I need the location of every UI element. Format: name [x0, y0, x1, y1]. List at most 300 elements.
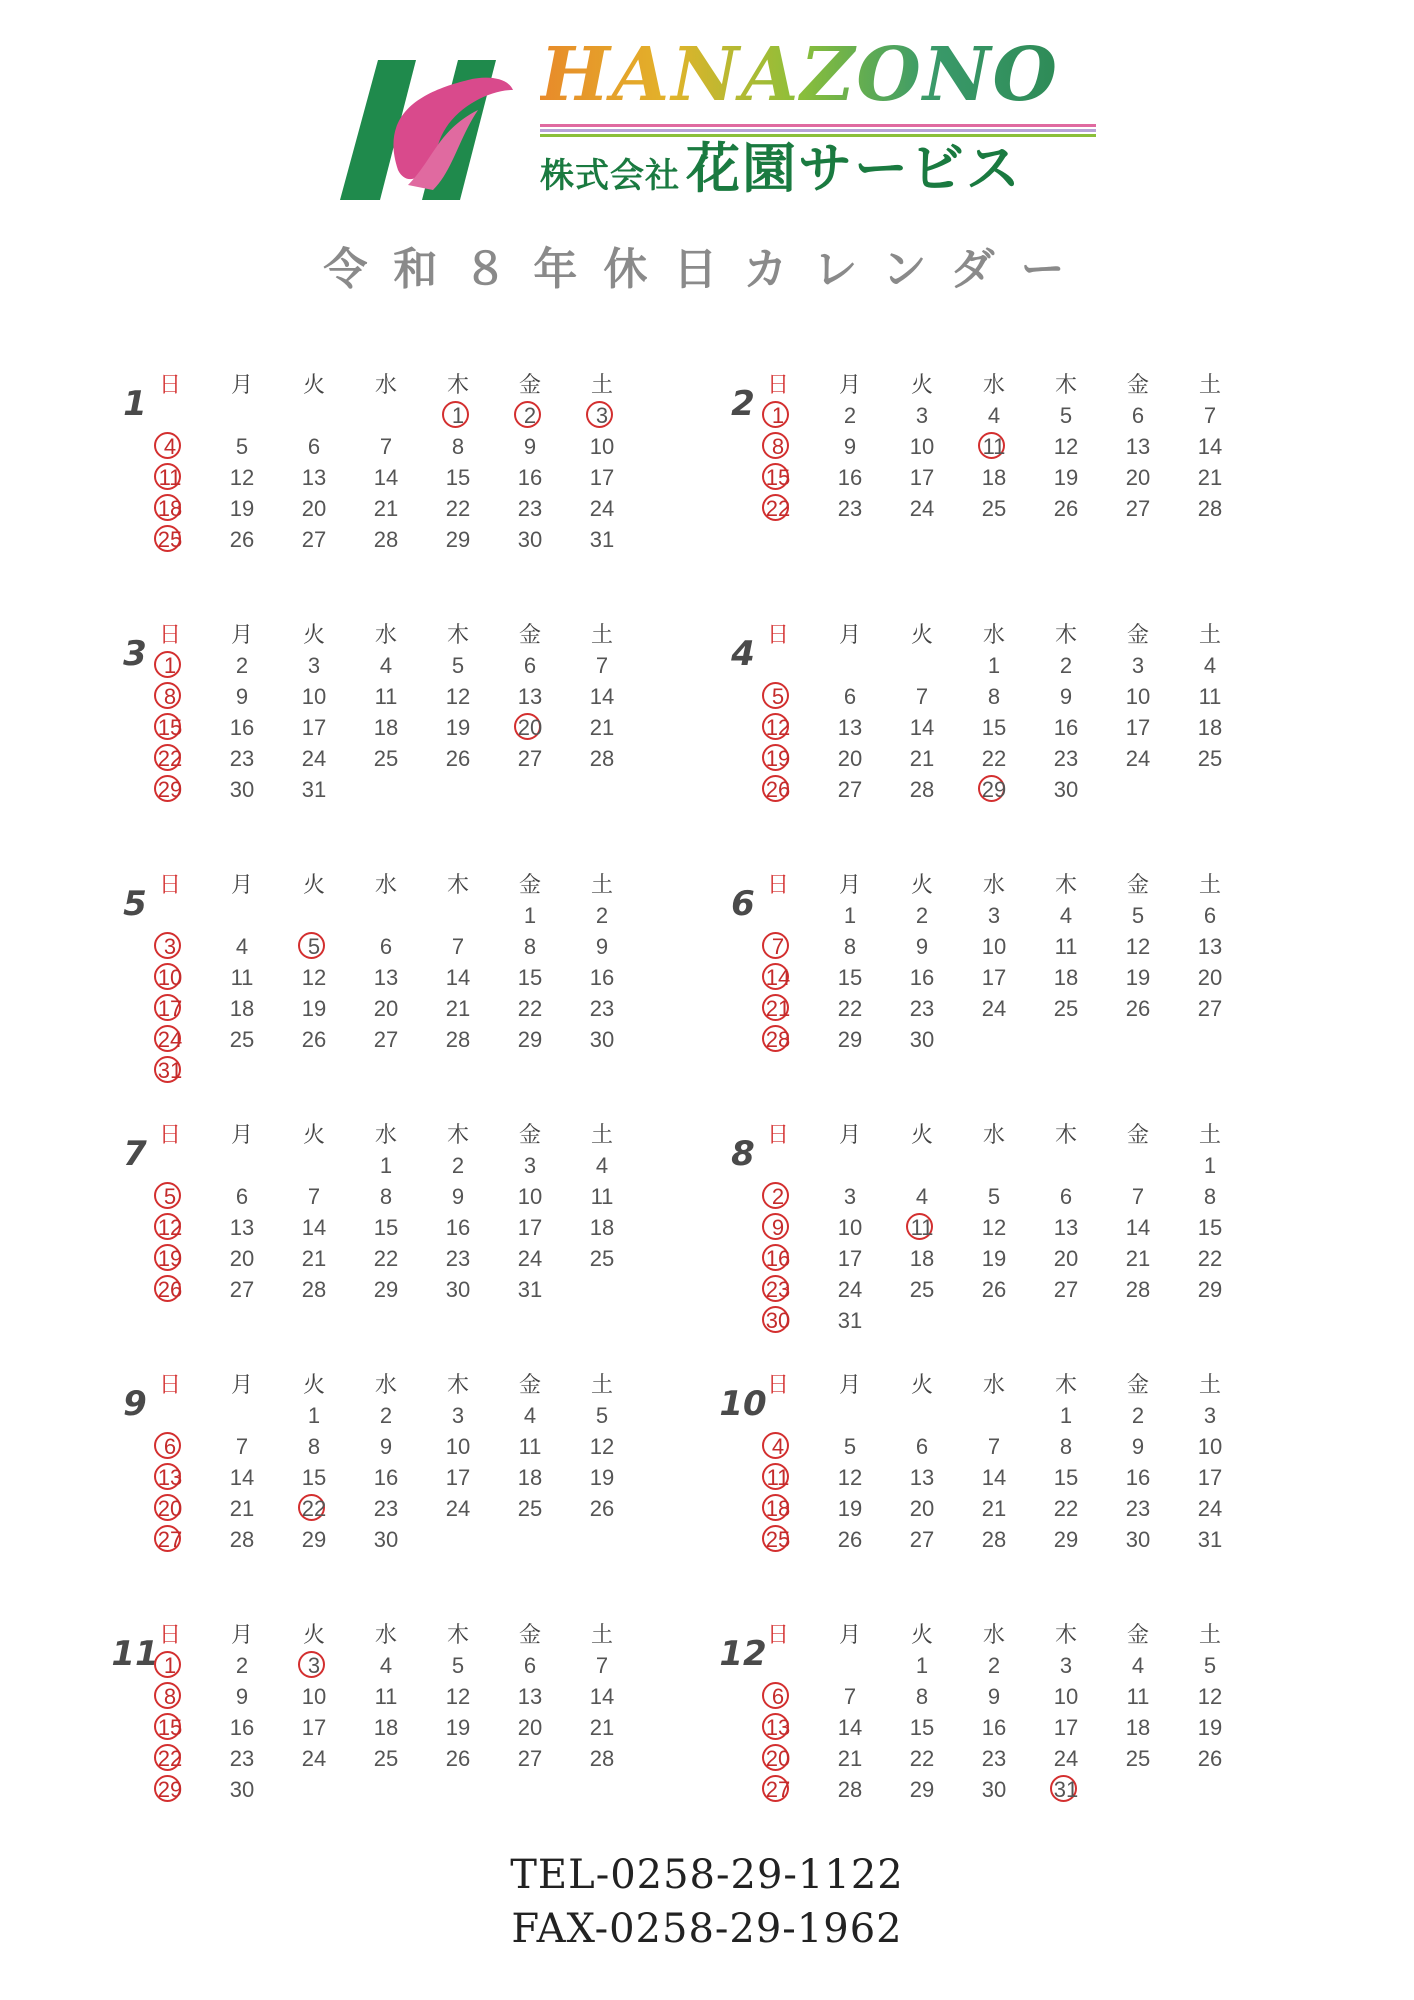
- holiday-date: 23: [758, 1275, 798, 1305]
- holiday-date: 3: [150, 932, 190, 962]
- holiday-date: 8: [758, 432, 798, 462]
- holiday-date: 8: [150, 1682, 190, 1712]
- weekday-header: 火: [302, 1122, 325, 1147]
- holiday-date: 20: [510, 713, 550, 743]
- holiday-date: 25: [758, 1525, 798, 1555]
- calendar-date: 3: [987, 903, 1001, 928]
- calendar-date: 4: [379, 653, 393, 678]
- calendar-date: 18: [1197, 715, 1223, 740]
- calendar-date: 29: [301, 1527, 327, 1552]
- calendar-date: 9: [843, 434, 857, 459]
- holiday-date: 22: [758, 494, 798, 524]
- hanazono-logo-icon: [338, 50, 528, 210]
- calendar-date: 2: [1059, 653, 1073, 678]
- month-number: 8: [731, 1134, 755, 1174]
- calendar-date: 9: [523, 434, 537, 459]
- holiday-date: 11: [902, 1213, 942, 1243]
- weekday-header: 木: [446, 1122, 469, 1147]
- weekday-header: 金: [518, 372, 541, 397]
- weekday-header: 火: [302, 1372, 325, 1397]
- calendar-date: 11: [518, 1434, 542, 1459]
- calendar-date: 30: [1125, 1527, 1151, 1552]
- holiday-date: 12: [150, 1213, 190, 1243]
- calendar-date: 21: [1197, 465, 1223, 490]
- calendar-date: 14: [981, 1465, 1007, 1490]
- weekday-header: 月: [838, 622, 861, 647]
- calendar-date: 12: [1125, 934, 1151, 959]
- calendar-date: 17: [1197, 1465, 1223, 1490]
- calendar-date: 5: [595, 1403, 609, 1428]
- calendar-date: 29: [1197, 1277, 1223, 1302]
- weekday-header: 土: [1198, 1622, 1221, 1647]
- calendar-date: 28: [1125, 1277, 1151, 1302]
- calendar-date: 15: [373, 1215, 399, 1240]
- weekday-header: 水: [982, 622, 1005, 647]
- calendar-date: 26: [981, 1277, 1007, 1302]
- calendar-date: 19: [1053, 465, 1079, 490]
- calendar-date: 7: [595, 653, 609, 678]
- calendar-date: 4: [235, 934, 249, 959]
- holiday-date: 15: [150, 1713, 190, 1743]
- calendar-date: 4: [987, 403, 1001, 428]
- calendar-date: 10: [589, 434, 615, 459]
- calendar-date: 15: [301, 1465, 327, 1490]
- calendar-date: 17: [1125, 715, 1151, 740]
- calendar-date: 12: [981, 1215, 1007, 1240]
- calendar-date: 10: [301, 1684, 327, 1709]
- weekday-header: 土: [590, 372, 613, 397]
- calendar-date: 25: [589, 1246, 615, 1271]
- calendar-date: 24: [981, 996, 1007, 1021]
- weekday-header: 日: [158, 622, 181, 647]
- calendar-date: 8: [451, 434, 465, 459]
- month-number: 2: [731, 384, 755, 424]
- weekday-header: 月: [230, 372, 253, 397]
- calendar-date: 1: [1203, 1153, 1217, 1178]
- calendar-date: 24: [909, 496, 935, 521]
- calendar-date: 29: [1053, 1527, 1079, 1552]
- weekday-header: 金: [1126, 372, 1149, 397]
- month-1: [110, 370, 670, 570]
- calendar-date: 15: [1197, 1215, 1223, 1240]
- calendar-date: 9: [987, 1684, 1001, 1709]
- weekday-header: 土: [1198, 622, 1221, 647]
- calendar-date: 18: [373, 1715, 399, 1740]
- calendar-date: 21: [589, 715, 615, 740]
- holiday-date: 5: [294, 932, 334, 962]
- calendar-date: 24: [1197, 1496, 1223, 1521]
- holiday-date: 19: [150, 1244, 190, 1274]
- calendar-date: 23: [229, 1746, 255, 1771]
- calendar-date: 26: [445, 1746, 471, 1771]
- calendar-date: 12: [1197, 1684, 1223, 1709]
- weekday-header: 火: [910, 1622, 933, 1647]
- calendar-date: 6: [1059, 1184, 1073, 1209]
- calendar-date: 19: [837, 1496, 863, 1521]
- calendar-date: 23: [837, 496, 863, 521]
- weekday-header: 土: [1198, 1122, 1221, 1147]
- holiday-date: 20: [758, 1744, 798, 1774]
- calendar-date: 28: [445, 1027, 471, 1052]
- company-name: [540, 137, 1022, 200]
- weekday-header: 土: [590, 1372, 613, 1397]
- calendar-date: 16: [1125, 1465, 1151, 1490]
- calendar-date: 24: [445, 1496, 471, 1521]
- weekday-header: 月: [838, 1122, 861, 1147]
- calendar-date: 8: [915, 1684, 929, 1709]
- calendar-date: 1: [1059, 1403, 1073, 1428]
- holiday-date: 6: [758, 1682, 798, 1712]
- month-6: [718, 870, 1278, 1070]
- calendar-date: 1: [915, 1653, 929, 1678]
- holiday-date: 29: [150, 1775, 190, 1805]
- calendar-date: 23: [981, 1746, 1007, 1771]
- holiday-date: 22: [150, 1744, 190, 1774]
- calendar-date: 27: [1053, 1277, 1079, 1302]
- calendar-title: 令和８年休日カレンダー: [323, 244, 1091, 295]
- holiday-date: 12: [758, 713, 798, 743]
- calendar-date: 27: [301, 527, 327, 552]
- calendar-date: 2: [987, 1653, 1001, 1678]
- calendar-date: 22: [837, 996, 863, 1021]
- calendar-date: 14: [589, 1684, 615, 1709]
- calendar-date: 24: [1053, 1746, 1079, 1771]
- holiday-date: 11: [150, 463, 190, 493]
- weekday-header: 水: [982, 372, 1005, 397]
- calendar-date: 12: [1053, 434, 1079, 459]
- calendar-date: 23: [373, 1496, 399, 1521]
- calendar-date: 14: [837, 1715, 863, 1740]
- calendar-date: 13: [837, 715, 863, 740]
- weekday-header: 水: [374, 1122, 397, 1147]
- calendar-date: 10: [837, 1215, 863, 1240]
- weekday-header: 火: [302, 872, 325, 897]
- calendar-date: 21: [981, 1496, 1007, 1521]
- holiday-date: 8: [150, 682, 190, 712]
- calendar-date: 22: [517, 996, 543, 1021]
- calendar-date: 30: [229, 1777, 255, 1802]
- calendar-date: 8: [523, 934, 537, 959]
- month-9: [110, 1370, 670, 1570]
- calendar-date: 6: [523, 1653, 537, 1678]
- month-10: [718, 1370, 1278, 1570]
- calendar-date: 7: [595, 1653, 609, 1678]
- holiday-date: 10: [150, 963, 190, 993]
- weekday-header: 土: [590, 622, 613, 647]
- holiday-date: 2: [758, 1182, 798, 1212]
- calendar-date: 18: [229, 996, 255, 1021]
- calendar-date: 19: [301, 996, 327, 1021]
- calendar-date: 29: [445, 527, 471, 552]
- calendar-date: 4: [595, 1153, 609, 1178]
- brand-underline: [540, 124, 1096, 138]
- calendar-date: 6: [1131, 403, 1145, 428]
- calendar-date: 23: [445, 1246, 471, 1271]
- holiday-date: 3: [294, 1651, 334, 1681]
- holiday-date: 1: [758, 401, 798, 431]
- weekday-header: 土: [590, 1122, 613, 1147]
- calendar-date: 2: [235, 1653, 249, 1678]
- calendar-date: 10: [1125, 684, 1151, 709]
- weekday-header: 金: [518, 1122, 541, 1147]
- holiday-date: 22: [294, 1494, 334, 1524]
- calendar-date: 3: [1131, 653, 1145, 678]
- calendar-date: 20: [909, 1496, 935, 1521]
- calendar-date: 10: [981, 934, 1007, 959]
- calendar-date: 6: [523, 653, 537, 678]
- calendar-date: 23: [1125, 1496, 1151, 1521]
- weekday-header: 火: [302, 1622, 325, 1647]
- calendar-date: 7: [307, 1184, 321, 1209]
- weekday-header: 月: [230, 872, 253, 897]
- holiday-date: 11: [758, 1463, 798, 1493]
- calendar-date: 28: [229, 1527, 255, 1552]
- calendar-date: 13: [1125, 434, 1151, 459]
- weekday-header: 日: [158, 872, 181, 897]
- calendar-date: 29: [517, 1027, 543, 1052]
- calendar-date: 9: [915, 934, 929, 959]
- holiday-date: 27: [758, 1775, 798, 1805]
- calendar-date: 25: [1197, 746, 1223, 771]
- calendar-date: 11: [230, 965, 254, 990]
- calendar-date: 11: [1054, 934, 1078, 959]
- calendar-date: 26: [837, 1527, 863, 1552]
- calendar-date: 11: [374, 684, 398, 709]
- weekday-header: 日: [766, 1122, 789, 1147]
- calendar-date: 9: [451, 1184, 465, 1209]
- calendar-date: 14: [445, 965, 471, 990]
- calendar-date: 23: [909, 996, 935, 1021]
- weekday-header: 月: [838, 372, 861, 397]
- calendar-date: 4: [379, 1653, 393, 1678]
- weekday-header: 水: [982, 1122, 1005, 1147]
- holiday-date: 5: [758, 682, 798, 712]
- weekday-header: 木: [446, 1372, 469, 1397]
- month-number: 6: [731, 884, 755, 924]
- holiday-date: 15: [758, 463, 798, 493]
- calendar-date: 7: [987, 1434, 1001, 1459]
- weekday-header: 水: [374, 872, 397, 897]
- calendar-date: 8: [1059, 1434, 1073, 1459]
- holiday-date: 18: [150, 494, 190, 524]
- weekday-header: 木: [446, 1622, 469, 1647]
- calendar-date: 14: [1125, 1215, 1151, 1240]
- calendar-date: 5: [987, 1184, 1001, 1209]
- weekday-header: 木: [1054, 372, 1077, 397]
- calendar-date: 17: [445, 1465, 471, 1490]
- calendar-date: 27: [1125, 496, 1151, 521]
- calendar-date: 14: [909, 715, 935, 740]
- calendar-date: 30: [589, 1027, 615, 1052]
- calendar-date: 27: [517, 1746, 543, 1771]
- calendar-date: 6: [1203, 903, 1217, 928]
- calendar-date: 23: [229, 746, 255, 771]
- calendar-date: 24: [837, 1277, 863, 1302]
- holiday-date: 9: [758, 1213, 798, 1243]
- holiday-date: 28: [758, 1025, 798, 1055]
- holiday-date: 16: [758, 1244, 798, 1274]
- calendar-date: 28: [589, 1746, 615, 1771]
- calendar-date: 18: [909, 1246, 935, 1271]
- month-number: 3: [123, 634, 147, 674]
- month-number: 4: [731, 634, 755, 674]
- calendar-date: 22: [445, 496, 471, 521]
- holiday-date: 2: [510, 401, 550, 431]
- weekday-header: 火: [910, 622, 933, 647]
- calendar-date: 30: [909, 1027, 935, 1052]
- calendar-date: 29: [373, 1277, 399, 1302]
- weekday-header: 木: [1054, 622, 1077, 647]
- calendar-date: 21: [445, 996, 471, 1021]
- weekday-header: 日: [158, 372, 181, 397]
- month-number: 9: [123, 1384, 147, 1424]
- calendar-date: 16: [837, 465, 863, 490]
- calendar-date: 20: [229, 1246, 255, 1271]
- calendar-date: 20: [1125, 465, 1151, 490]
- calendar-date: 27: [373, 1027, 399, 1052]
- calendar-date: 23: [1053, 746, 1079, 771]
- calendar-date: 15: [445, 465, 471, 490]
- weekday-header: 水: [374, 622, 397, 647]
- calendar-date: 19: [981, 1246, 1007, 1271]
- weekday-header: 月: [838, 1372, 861, 1397]
- weekday-header: 日: [766, 1622, 789, 1647]
- calendar-date: 10: [445, 1434, 471, 1459]
- calendar-date: 13: [1197, 934, 1223, 959]
- calendar-date: 18: [373, 715, 399, 740]
- holiday-date: 1: [438, 401, 478, 431]
- weekday-header: 水: [374, 1372, 397, 1397]
- calendar-date: 26: [1197, 1746, 1223, 1771]
- calendar-date: 19: [445, 715, 471, 740]
- calendar-date: 9: [235, 1684, 249, 1709]
- weekday-header: 金: [1126, 1622, 1149, 1647]
- holiday-date: 31: [150, 1056, 190, 1086]
- calendar-date: 7: [1203, 403, 1217, 428]
- calendar-date: 16: [1053, 715, 1079, 740]
- calendar-date: 16: [229, 715, 255, 740]
- calendar-date: 22: [373, 1246, 399, 1271]
- weekday-header: 月: [230, 1122, 253, 1147]
- holiday-date: 17: [150, 994, 190, 1024]
- weekday-header: 日: [766, 1372, 789, 1397]
- calendar-date: 31: [1197, 1527, 1223, 1552]
- calendar-date: 15: [909, 1715, 935, 1740]
- calendar-date: 16: [445, 1215, 471, 1240]
- calendar-date: 1: [379, 1153, 393, 1178]
- month-number: 5: [123, 884, 147, 924]
- weekday-header: 火: [910, 872, 933, 897]
- calendar-date: 2: [595, 903, 609, 928]
- weekday-header: 月: [230, 622, 253, 647]
- calendar-date: 12: [301, 965, 327, 990]
- holiday-date: 15: [150, 713, 190, 743]
- calendar-date: 3: [1059, 1653, 1073, 1678]
- weekday-header: 日: [766, 622, 789, 647]
- weekday-header: 金: [1126, 622, 1149, 647]
- calendar-date: 23: [589, 996, 615, 1021]
- calendar-date: 8: [379, 1184, 393, 1209]
- weekday-header: 月: [230, 1622, 253, 1647]
- calendar-date: 18: [1125, 1715, 1151, 1740]
- calendar-date: 2: [235, 653, 249, 678]
- calendar-date: 28: [909, 777, 935, 802]
- weekday-header: 水: [982, 1622, 1005, 1647]
- calendar-date: 12: [837, 1465, 863, 1490]
- calendar-date: 6: [379, 934, 393, 959]
- calendar-date: 5: [235, 434, 249, 459]
- weekday-header: 金: [518, 622, 541, 647]
- calendar-date: 14: [301, 1215, 327, 1240]
- calendar-date: 9: [595, 934, 609, 959]
- calendar-date: 27: [517, 746, 543, 771]
- calendar-date: 13: [1053, 1215, 1079, 1240]
- calendar-date: 25: [1125, 1746, 1151, 1771]
- calendar-date: 14: [373, 465, 399, 490]
- calendar-date: 13: [373, 965, 399, 990]
- calendar-date: 10: [909, 434, 935, 459]
- calendar-date: 10: [1197, 1434, 1223, 1459]
- calendar-date: 3: [523, 1153, 537, 1178]
- calendar-date: 1: [307, 1403, 321, 1428]
- holiday-date: 24: [150, 1025, 190, 1055]
- holiday-date: 4: [150, 432, 190, 462]
- calendar-date: 9: [1059, 684, 1073, 709]
- calendar-date: 26: [301, 1027, 327, 1052]
- holiday-date: 7: [758, 932, 798, 962]
- calendar-date: 16: [909, 965, 935, 990]
- calendar-date: 27: [1197, 996, 1223, 1021]
- contact-info: [0, 1848, 1414, 1956]
- calendar-date: 11: [590, 1184, 614, 1209]
- calendar-date: 7: [235, 1434, 249, 1459]
- calendar-date: 28: [1197, 496, 1223, 521]
- weekday-header: 金: [1126, 1122, 1149, 1147]
- calendar-date: 10: [1053, 1684, 1079, 1709]
- calendar-date: 25: [1053, 996, 1079, 1021]
- holiday-date: 19: [758, 744, 798, 774]
- calendar-date: 31: [301, 777, 327, 802]
- weekday-header: 木: [446, 372, 469, 397]
- calendar-date: 5: [843, 1434, 857, 1459]
- calendar-date: 20: [837, 746, 863, 771]
- weekday-header: 木: [1054, 1122, 1077, 1147]
- calendar-date: 6: [307, 434, 321, 459]
- weekday-header: 月: [838, 872, 861, 897]
- calendar-date: 22: [1053, 1496, 1079, 1521]
- weekday-header: 木: [1054, 1622, 1077, 1647]
- company-prefix: 株式会社: [540, 156, 680, 196]
- calendar-date: 16: [517, 465, 543, 490]
- calendar-date: 8: [1203, 1184, 1217, 1209]
- weekday-header: 水: [374, 1622, 397, 1647]
- calendar-date: 12: [445, 684, 471, 709]
- holiday-date: 13: [758, 1713, 798, 1743]
- calendar-date: 25: [909, 1277, 935, 1302]
- holiday-date: 1: [150, 651, 190, 681]
- calendar-date: 2: [379, 1403, 393, 1428]
- calendar-date: 3: [451, 1403, 465, 1428]
- holiday-date: 14: [758, 963, 798, 993]
- calendar-date: 25: [373, 1746, 399, 1771]
- month-11: [110, 1620, 670, 1820]
- calendar-date: 28: [301, 1277, 327, 1302]
- calendar-date: 17: [301, 715, 327, 740]
- calendar-date: 13: [301, 465, 327, 490]
- calendar-date: 21: [909, 746, 935, 771]
- calendar-date: 19: [589, 1465, 615, 1490]
- calendar-date: 6: [915, 1434, 929, 1459]
